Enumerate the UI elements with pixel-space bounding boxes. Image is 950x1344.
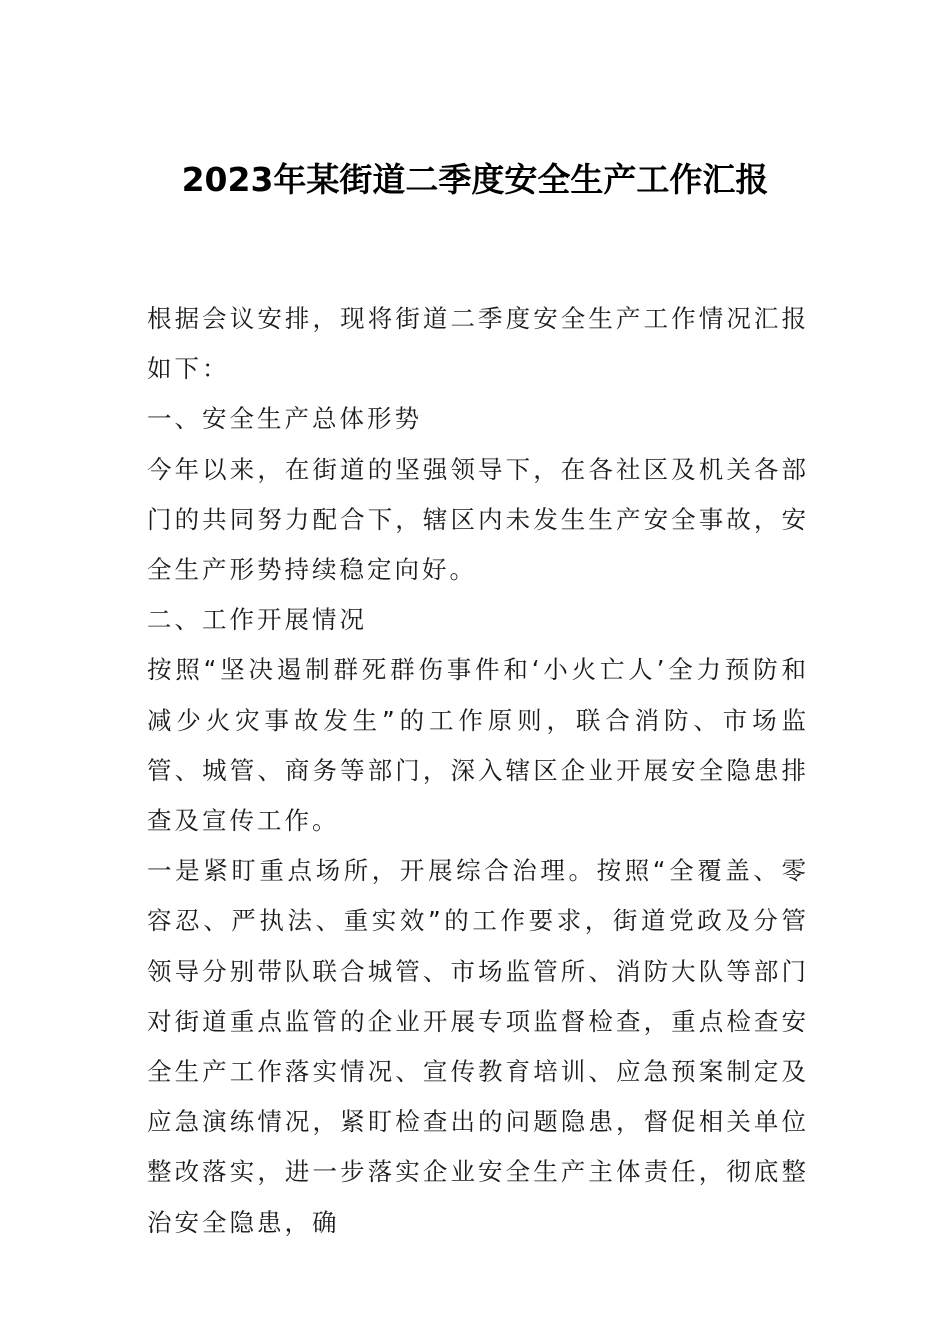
section-heading-overall-situation: 一、安全生产总体形势 — [147, 404, 422, 434]
paragraph-work-principle: 按照“坚决遏制群死群伤事件和‘小火亡人’全力预防和减少火灾事故发生”的工作原则，联合消防、市场监管、城管、商务等部门，深入辖区企业开展安全隐患排查及宣传工作。 — [147, 655, 809, 836]
paragraph-intro: 根据会议安排，现将街道二季度安全生产工作情况汇报如下： — [147, 304, 809, 384]
document-title: 2023年某街道二季度安全生产工作汇报 — [181, 160, 769, 199]
paragraph-overall-situation: 今年以来，在街道的坚强领导下，在各社区及机关各部门的共同努力配合下，辖区内未发生生产安全事故，安全生产形势持续稳定向好。 — [147, 454, 809, 585]
document-body — [147, 294, 809, 1248]
paragraph-key-places: 一是紧盯重点场所，开展综合治理。按照“全覆盖、零容忍、严执法、重实效”的工作要求，街道党政及分管领导分别带队联合城管、市场监管所、消防大队等部门对街道重点监管的企业开展专项监督检查，重点检查安全生产工作落实情况、宣传教育培训、应急预案制定及应急演练情况，紧盯检查出的问题隐患，督促相关单位整改落实，进一步落实企业安全生产主体责任，彻底整治安全隐患，确 — [147, 856, 809, 1237]
section-heading-work-progress: 二、工作开展情况 — [147, 605, 367, 635]
